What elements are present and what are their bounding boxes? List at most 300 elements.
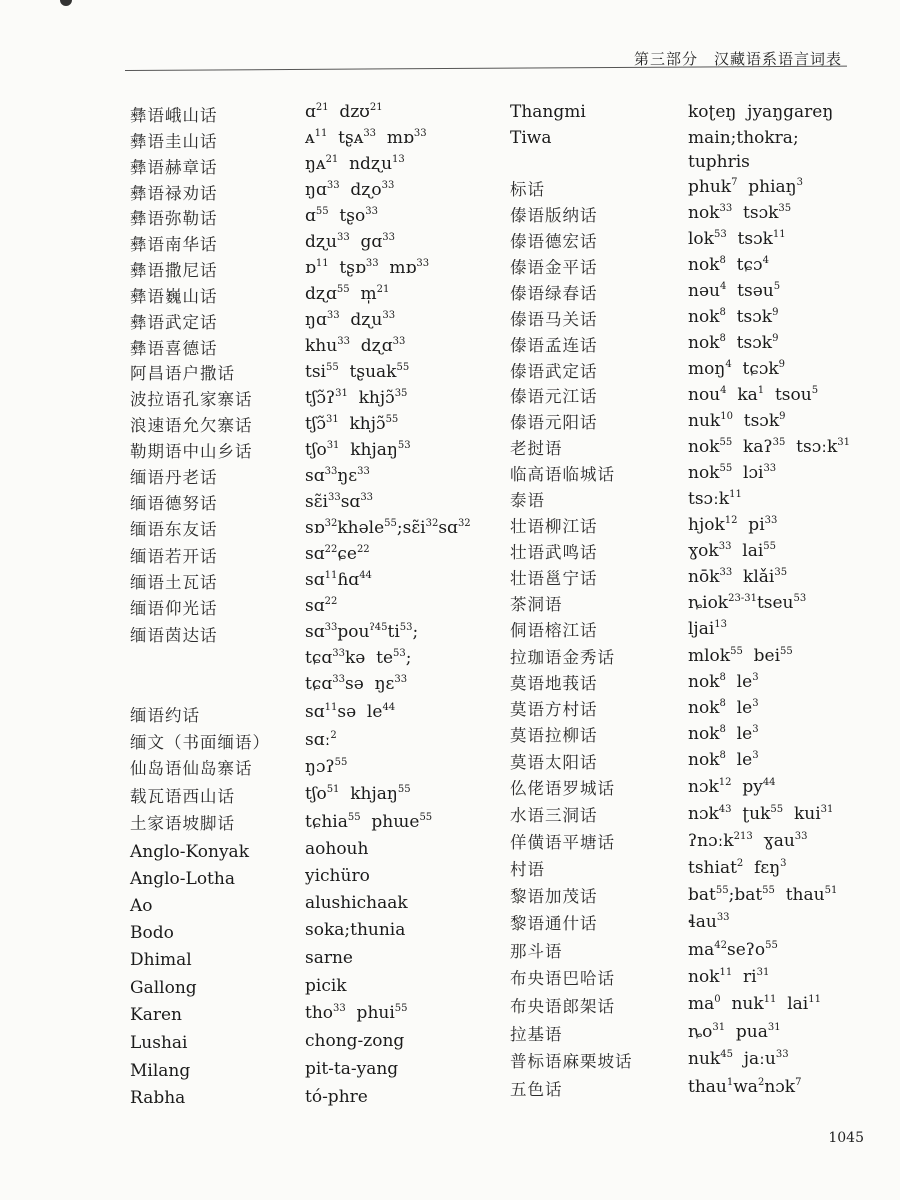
tone-number: 8 [719,307,726,318]
transcription [688,802,833,826]
tone-number: 33 [326,180,340,191]
language-name: 傣语元江话 [510,387,598,406]
tone-number: 55 [715,885,729,896]
language-name: 村语 [510,860,545,879]
language-name: Bodo [130,923,174,943]
transcription [305,490,373,514]
tone-number: 55 [385,414,399,425]
transcription-segment: khjaŋ [339,440,398,460]
transcription [305,594,337,618]
tone-number: 33 [719,203,733,214]
transcription [688,722,759,746]
language-name: 傣语德宏话 [510,232,598,251]
transcription-segment: tɕɑ [305,674,333,694]
transcription-segment: sə ŋɛ [344,674,395,694]
transcription-segment: nok [688,750,720,770]
tone-number: 8 [719,698,726,709]
transcription [688,357,785,381]
transcription-segment: tʂᴀ [327,128,364,148]
transcription-segment: sɒ [305,518,325,538]
tone-number: 33 [333,1003,346,1014]
tone-number: 31 [767,1022,781,1033]
transcription-segment: nōk [688,567,720,587]
tone-number: 12 [718,777,732,788]
tone-number: 31 [335,388,348,399]
tone-number: 33 [365,206,378,217]
transcription-segment: py [731,777,763,797]
tone-number: 33 [357,466,370,477]
tone-number: 3 [752,672,759,683]
transcription-segment: nok [688,307,720,327]
transcription-segment: dʐɑ [349,336,393,356]
transcription-segment: sɑ [305,544,325,564]
tone-number: 33 [381,180,395,191]
transcription-segment: jaːu [732,1049,776,1069]
tone-number: 11 [314,128,328,139]
tone-number: 33 [326,310,340,321]
transcription-segment: nok [688,463,720,483]
transcription-segment: yichüro [305,866,370,886]
tone-number: 8 [719,750,726,761]
tone-number: 55 [336,284,350,295]
tone-number: 11 [729,489,742,500]
language-name: 彝语南华话 [130,235,218,254]
transcription-segment: sɑ [305,466,325,486]
tone-number: 31 [820,804,834,815]
transcription-segment: nok [688,333,720,353]
transcription-segment: ɕe [337,544,357,564]
transcription [305,542,370,566]
language-name: 水语三洞话 [510,806,598,825]
language-name: 载瓦语西山话 [130,787,235,806]
transcription-segment: ti [387,622,400,642]
transcription-segment: kə te [344,648,394,668]
transcription-segment: picik [305,976,347,996]
language-name [510,100,586,124]
transcription-segment: nuk [688,1049,721,1069]
tone-number: 4 [720,385,727,396]
language-name: 彝语圭山话 [130,132,218,151]
transcription-segment: nok [688,967,720,987]
tone-number: 33 [416,258,430,269]
transcription-segment: le [725,698,753,718]
transcription-segment: tsɔk [725,307,773,327]
transcription-segment: nɔk [688,777,719,797]
transcription [688,253,769,277]
language-name [510,126,551,150]
language-name: 仙岛语仙岛寨话 [130,759,253,778]
language-name: 阿昌语户撒话 [130,364,235,383]
transcription [305,152,405,176]
language-name: 壮语邕宁话 [510,569,598,588]
transcription-segment: nɔk [764,1077,796,1097]
transcription-segment: tɕɑ [305,648,333,668]
transcription [688,565,787,589]
tone-number: 33 [718,541,732,552]
transcription [688,696,759,720]
transcription-segment: nok [688,437,720,457]
transcription-segment: dʐo [339,180,382,200]
transcription-segment: alushichaak [305,893,408,913]
transcription-segment: ;bat [728,885,763,905]
language-name: 彝语峨山话 [130,106,218,125]
tone-number: 33 [324,622,338,633]
tone-number: 53 [393,648,406,659]
tone-number: 9 [779,411,786,422]
transcription [688,1047,789,1071]
transcription-segment: ɣau [752,831,795,851]
transcription [305,100,383,124]
tone-number: 13 [392,154,405,165]
transcription-segment: tsɔk [725,333,773,353]
transcription [688,829,808,853]
language-name: 浪速语允欠寨话 [130,416,253,435]
transcription-segment: gɑ [349,232,383,252]
transcription-segment: khjɔ̃ [338,414,386,434]
language-name: 普标语麻栗坡话 [510,1052,633,1071]
tone-number: 3 [752,698,759,709]
transcription-segment: khjaŋ [339,784,398,804]
transcription-segment: ; [412,622,419,642]
tone-number: 21 [325,154,339,165]
language-name: Gallong [130,978,197,998]
language-name: 彝语巍山话 [130,287,218,306]
transcription [305,282,389,306]
language-name: Dhimal [130,950,192,970]
transcription-segment: sɑ [340,492,361,512]
tone-number: 51 [824,885,838,896]
tone-number: 44 [359,570,372,581]
transcription-segment: ŋᴀ [305,154,326,174]
tone-number: 2 [736,858,744,869]
tone-number: 33 [324,466,338,477]
tone-number: 3 [796,177,804,188]
language-name: 老挝语 [510,439,563,458]
language-name: 壮语武鸣话 [510,543,598,562]
tone-number: 10 [720,411,733,422]
transcription-segment: Thangmi [510,102,586,122]
transcription-segment: soka;thunia [305,920,406,940]
tone-number: 1 [757,385,765,396]
language-name: 莫语拉柳话 [510,726,598,745]
tone-number: 8 [719,672,726,683]
transcription [688,644,793,668]
transcription [688,513,777,537]
transcription [305,1029,404,1053]
transcription-segment: pua [725,1022,768,1042]
tone-number: 55 [763,541,777,552]
transcription-segment: tʃo [305,440,327,460]
language-name: 拉基语 [510,1025,563,1044]
tone-number: 23-31 [728,593,757,604]
tone-number: 33 [716,912,730,923]
transcription-segment: ma [688,994,715,1014]
transcription-segment: kaʔ [732,437,773,457]
transcription-segment: nɔk [688,804,719,824]
tone-number: 22 [356,544,370,555]
transcription [688,965,769,989]
transcription-segment: tɕhia [305,812,348,832]
transcription [305,568,372,592]
transcription-segment: tsɔk [732,411,780,431]
transcription-segment: tuphris [688,152,750,172]
language-name: 缅语土瓦话 [130,573,218,592]
transcription [688,409,786,433]
tone-number: 22 [324,596,338,607]
language-name: 傣语马关话 [510,310,598,329]
tone-number: 11 [719,967,733,978]
transcription [688,227,786,251]
transcription-segment: ɣok [688,541,719,561]
tone-number: 33 [763,463,777,474]
transcription [305,360,409,384]
transcription [305,412,398,436]
transcription-segment: le [725,724,753,744]
transcription [688,910,730,934]
transcription-segment: nuk [688,411,721,431]
language-name: 傣语孟连话 [510,336,598,355]
transcription-segment: ka [726,385,758,405]
tone-number: 33 [382,232,396,243]
language-name: 缅语德努话 [130,494,218,513]
tone-number: 0 [714,994,721,1005]
tone-number: 11 [324,702,338,713]
tone-number: 3 [780,858,787,869]
tone-number: 45 [720,1049,733,1060]
tone-number: 33 [332,648,345,659]
transcription [305,1057,398,1081]
language-name: 傣语版纳话 [510,206,598,225]
transcription [688,1075,801,1099]
transcription [688,883,837,907]
transcription-segment: sɑ [305,570,325,590]
transcription-segment: ȵiok [688,593,729,613]
transcription [688,617,727,641]
transcription-segment: lɔi [732,463,764,483]
page-number: 1045 [828,1130,864,1146]
language-name: Anglo-Lotha [130,869,235,889]
language-name: Anglo-Konyak [130,842,249,862]
transcription-segment: dʐu [339,310,383,330]
tone-number: 31 [325,414,339,425]
tone-number: 53 [713,229,727,240]
tone-number: 3 [752,750,759,761]
tone-number: 55 [762,885,775,896]
transcription-segment: tʃo [305,784,327,804]
transcription-segment: pit-ta-yang [305,1059,399,1079]
transcription-segment: pi [737,515,765,535]
tone-number: 9 [772,333,779,344]
transcription [305,837,368,861]
tone-number: 55 [334,757,348,768]
tone-number: 51 [326,784,340,795]
transcription [305,178,394,202]
tone-number: 8 [719,255,726,266]
transcription-segment: hjok [688,515,725,535]
transcription-segment: seʔo [727,940,766,960]
language-name: 缅语丹老话 [130,468,218,487]
tone-number: 8 [719,724,726,735]
tone-number: 35 [778,203,792,214]
tone-number: ʔ45 [369,622,388,633]
transcription-segment: sɑ [305,622,325,642]
tone-number: 44 [382,702,396,713]
transcription-segment: tsəu [726,281,774,301]
tone-number: 33 [337,336,350,347]
transcription-segment: ɬau [688,912,717,932]
tone-number: 55 [326,362,339,373]
transcription-segment: ŋɔʔ [305,757,335,777]
transcription-segment: sə le [337,702,383,722]
transcription-segment: thau [774,885,825,905]
transcription-segment: khjɔ̃ [347,388,395,408]
transcription [305,755,347,779]
language-name: 彝语赫章话 [130,158,218,177]
transcription-segment: tʂuak [338,362,397,382]
transcription-segment: tho [305,1003,334,1023]
language-name: Lushai [130,1033,188,1053]
language-name: 茶洞语 [510,595,563,614]
transcription-segment: ŋɑ [305,180,327,200]
tone-number: 32 [324,518,338,529]
transcription-segment: lai [776,994,809,1014]
transcription-segment: sarne [305,948,353,968]
tone-number: 11 [772,229,786,240]
tone-number: 33 [360,492,374,503]
tone-number: 35 [772,437,786,448]
language-name: 波拉语孔家寨话 [130,390,253,409]
language-name: 佯僙语平塘话 [510,833,615,852]
transcription-segment: m̩ [349,284,377,304]
transcription [305,204,378,228]
transcription [305,438,411,462]
tone-number: 55 [397,784,411,795]
transcription-segment: main;thokra; [688,128,799,148]
transcription-segment: sɑː [305,730,331,750]
language-name: 莫语太阳话 [510,753,598,772]
tone-number: 55 [394,1003,408,1014]
tone-number: 5 [773,281,781,292]
tone-number: 2 [330,730,337,741]
transcription-segment: ᴀ [305,128,315,148]
transcription-segment: ma [688,940,715,960]
language-name: 缅语仰光话 [130,599,218,618]
tone-number: 35 [394,388,408,399]
transcription [305,230,395,254]
transcription [688,383,818,407]
language-name: 勒期语中山乡话 [130,442,253,461]
tone-number: 55 [780,646,793,657]
transcription [305,256,429,280]
language-name: 傣语元阳话 [510,413,598,432]
transcription-segment: phiaŋ [737,177,797,197]
transcription [688,150,750,174]
transcription-segment: phui [345,1003,395,1023]
transcription [688,856,787,880]
language-name: Karen [130,1005,182,1025]
tone-number: 55 [419,812,433,823]
transcription-segment: le [725,672,753,692]
tone-number: 33 [719,567,733,578]
transcription-segment: kui [783,804,821,824]
transcription [688,775,776,799]
tone-number: 21 [369,102,383,113]
tone-number: 8 [719,333,726,344]
transcription [688,539,776,563]
transcription-segment: dʐɑ [305,284,337,304]
transcription-segment: Tiwa [510,128,552,148]
transcription [688,748,759,772]
tone-number: 33 [336,232,350,243]
transcription-segment: tʃɔ̃ʔ [305,388,336,408]
language-name: 傣语金平话 [510,258,598,277]
transcription [305,308,395,332]
language-name: 壮语柳江话 [510,517,598,536]
transcription-segment: ŋɛ [337,466,358,486]
tone-number: 33 [392,336,406,347]
tone-number: 7 [795,1077,802,1088]
transcription-segment: nok [688,255,720,275]
tone-number: 1 [726,1077,734,1088]
tone-number: 43 [718,804,732,815]
tone-number: 33 [775,1049,789,1060]
transcription-segment: nok [688,203,720,223]
language-name: Milang [130,1061,191,1081]
transcription-segment: lai [731,541,764,561]
transcription [688,175,803,199]
transcription-segment: klǎi [732,567,775,587]
language-name: Ao [130,896,153,916]
tone-number: 35 [774,567,788,578]
transcription-segment: tseu [756,593,794,613]
transcription-segment: ; [405,648,412,668]
transcription-segment: tsɔːk [688,489,730,509]
running-head: 第三部分 汉藏语系语言词表 [633,50,842,68]
tone-number: 32 [457,518,471,529]
language-name: 土家语坡脚话 [130,814,235,833]
transcription [688,1020,781,1044]
language-name: 泰语 [510,491,545,510]
transcription-segment: nou [688,385,721,405]
transcription-segment: fɛŋ [743,858,781,878]
transcription [688,461,776,485]
transcription-segment: ndʐu [338,154,393,174]
transcription [305,334,405,358]
language-name: 缅语东友话 [130,520,218,539]
transcription-segment: mɒ [376,128,414,148]
transcription-segment: tɕɔ [725,255,763,275]
transcription-segment: tshiat [688,858,737,878]
tone-number: 11 [315,258,329,269]
tone-number: 53 [399,622,413,633]
tone-number: 31 [837,437,850,448]
transcription-segment: dʐu [305,232,337,252]
language-name: 彝语弥勒话 [130,209,218,228]
transcription-segment: ɒ [305,258,316,278]
transcription [688,331,778,355]
transcription-segment: khu [305,336,338,356]
transcription-segment: phuk [688,177,732,197]
tone-number: 9 [778,359,786,370]
language-name: 缅语茵达话 [130,626,218,645]
transcription-segment: aohouh [305,839,369,859]
transcription-segment: koʈeŋ jyaŋgareŋ [688,102,834,122]
transcription-segment: ljai [688,619,715,639]
language-name: 莫语方村话 [510,700,598,719]
tone-number: 9 [772,307,779,318]
transcription [688,435,850,459]
transcription-segment: le [725,750,753,770]
